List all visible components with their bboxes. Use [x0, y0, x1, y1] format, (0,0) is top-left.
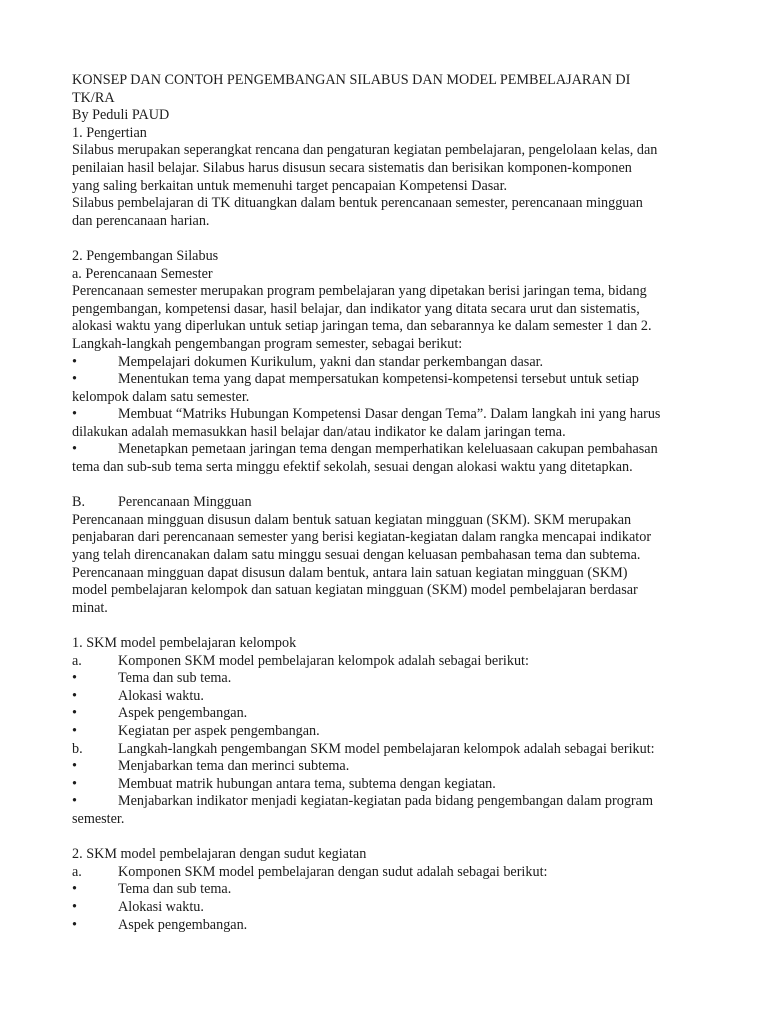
list-item — [72, 723, 712, 741]
list-item-text: Menjabarkan indikator menjadi kegiatan-kegiatan pada bidang pengembangan dalam program — [118, 793, 653, 810]
list-marker: b. — [72, 740, 83, 757]
list-item-text: Alokasi waktu. — [118, 898, 204, 915]
paragraph-line: Perencanaan mingguan dapat disusun dalam bentuk, antara lain satuan kegiatan mingguan (SKM) — [72, 564, 628, 581]
bullet-marker: • — [72, 898, 77, 915]
heading-skm-sudut-kegiatan: 2. SKM model pembelajaran dengan sudut kegiatan — [72, 846, 367, 863]
list-item — [72, 406, 712, 424]
bullet-marker: • — [72, 916, 77, 933]
bullet-marker: • — [72, 722, 77, 739]
bullet-marker: • — [72, 881, 77, 898]
section-marker: B. — [72, 494, 86, 511]
list-item-text: Langkah-langkah pengembangan SKM model pembelajaran kelompok adalah sebagai berikut: — [118, 740, 655, 757]
list-skm-kelompok — [72, 653, 712, 829]
blank-line — [72, 617, 712, 635]
document-page — [72, 72, 712, 934]
list-item-text: Aspek pengembangan. — [118, 705, 248, 722]
list-item — [72, 864, 712, 882]
paragraph-silabus-tk — [72, 195, 712, 230]
list-item — [72, 653, 712, 671]
list-item-text: Komponen SKM model pembelajaran kelompok adalah sebagai berikut: — [118, 652, 529, 669]
document-title-line-1: KONSEP DAN CONTOH PENGEMBANGAN SILABUS DAN MODEL PEMBELAJARAN DI — [72, 72, 631, 88]
list-item — [72, 741, 712, 759]
list-item — [72, 776, 712, 794]
list-item-text: Tema dan sub tema. — [118, 881, 232, 898]
subsection-heading-perencanaan-semester: a. Perencanaan Semester — [72, 265, 213, 282]
list-item — [72, 441, 712, 459]
paragraph-line: penilaian hasil belajar. Silabus harus disusun secara sistematis dan berisikan komponen-komponen — [72, 159, 632, 176]
blank-line — [72, 230, 712, 248]
list-item-text: Menentukan tema yang dapat mempersatukan kompetensi-kompetensi tersebut untuk setiap — [118, 371, 639, 388]
bullet-marker: • — [72, 705, 77, 722]
list-item — [72, 371, 712, 389]
list-item-continuation: semester. — [72, 810, 125, 827]
list-item — [72, 793, 712, 811]
list-item-text: Membuat matrik hubungan antara tema, subtema dengan kegiatan. — [118, 775, 496, 792]
list-item — [72, 670, 712, 688]
bullet-marker: • — [72, 758, 77, 775]
section-heading-pengembangan-silabus: 2. Pengembangan Silabus — [72, 247, 219, 264]
list-item-text: Tema dan sub tema. — [118, 670, 232, 687]
list-item-text: Alokasi waktu. — [118, 687, 204, 704]
document-author: By Peduli PAUD — [72, 107, 170, 124]
list-item — [72, 688, 712, 706]
paragraph-line: Perencanaan semester merupakan program pembelajaran yang dipetakan berisi jaringan tema, bidang — [72, 283, 647, 300]
paragraph-line: yang saling berkaitan untuk memenuhi target pencapaian Kompetensi Dasar. — [72, 177, 508, 194]
bullet-marker: • — [72, 353, 77, 370]
bullet-marker: • — [72, 793, 77, 810]
list-item-text: Membuat “Matriks Hubungan Kompetensi Dasar dengan Tema”. Dalam langkah ini yang harus — [118, 406, 661, 423]
blank-line — [72, 477, 712, 495]
blank-line — [72, 829, 712, 847]
paragraph-line: penjabaran dari perencanaan semester yang berisi kegiatan-kegiatan dalam rangka mencapai indikator — [72, 529, 652, 546]
list-item — [72, 917, 712, 935]
bullet-marker: • — [72, 371, 77, 388]
list-marker: a. — [72, 652, 82, 669]
paragraph-perencanaan-semester — [72, 283, 712, 353]
section-heading-pengertian: 1. Pengertian — [72, 124, 147, 141]
paragraph-line: dan perencanaan harian. — [72, 212, 210, 229]
list-item — [72, 705, 712, 723]
paragraph-line: Silabus merupakan seperangkat rencana dan pengaturan kegiatan pembelajaran, pengelolaan kelas, dan — [72, 142, 658, 159]
paragraph-line: Perencanaan mingguan disusun dalam bentuk satuan kegiatan mingguan (SKM). SKM merupakan — [72, 511, 632, 528]
bullet-marker: • — [72, 687, 77, 704]
heading-skm-kelompok: 1. SKM model pembelajaran kelompok — [72, 635, 297, 651]
list-item-text: Kegiatan per aspek pengembangan. — [118, 722, 320, 739]
bullet-marker: • — [72, 406, 77, 423]
paragraph-line: model pembelajaran kelompok dan satuan kegiatan mingguan (SKM) model pembelajaran berdasar — [72, 582, 638, 599]
paragraph-line: Langkah-langkah pengembangan program semester, sebagai berikut: — [72, 335, 463, 352]
list-item — [72, 881, 712, 899]
document-title-line-2: TK/RA — [72, 89, 115, 106]
list-skm-sudut — [72, 864, 712, 934]
paragraph-silabus-definition — [72, 142, 712, 195]
paragraph-line: alokasi waktu yang diperlukan untuk setiap jaringan tema, dan sebarannya ke dalam semester 1 dan 2. — [72, 318, 652, 335]
bullet-marker: • — [72, 775, 77, 792]
subsection-heading-perencanaan-mingguan — [72, 494, 712, 512]
paragraph-line: yang telah direncanakan dalam satu minggu sesuai dengan keluasan pembahasan tema dan subtema. — [72, 547, 641, 564]
list-item — [72, 354, 712, 372]
paragraph-line: pengembangan, kompetensi dasar, hasil belajar, dan indikator yang ditata secara urut dan sistematis, — [72, 300, 640, 317]
paragraph-line: minat. — [72, 599, 108, 616]
list-item-continuation: kelompok dalam satu semester. — [72, 388, 250, 405]
paragraph-line: Silabus pembelajaran di TK dituangkan dalam bentuk perencanaan semester, perencanaan mingguan — [72, 195, 643, 212]
bullet-marker: • — [72, 670, 77, 687]
list-item-text: Aspek pengembangan. — [118, 916, 248, 933]
list-marker: a. — [72, 863, 82, 880]
list-item-text: Menjabarkan tema dan merinci subtema. — [118, 758, 350, 775]
paragraph-perencanaan-mingguan — [72, 512, 712, 618]
list-item-continuation: dilakukan adalah memasukkan hasil belajar dan/atau indikator ke dalam jaringan tema. — [72, 423, 566, 440]
list-item-text: Menetapkan pemetaan jaringan tema dengan memperhatikan keleluasaan cakupan pembahasan — [118, 441, 658, 458]
list-item-continuation: tema dan sub-sub tema serta minggu efektif sekolah, sesuai dengan alokasi waktu yang ditetapkan. — [72, 459, 633, 476]
list-item — [72, 758, 712, 776]
list-semester-steps — [72, 354, 712, 477]
list-item-text: Mempelajari dokumen Kurikulum, yakni dan standar perkembangan dasar. — [118, 353, 544, 370]
bullet-marker: • — [72, 441, 77, 458]
list-item — [72, 899, 712, 917]
subsection-heading-text: Perencanaan Mingguan — [118, 494, 252, 511]
list-item-text: Komponen SKM model pembelajaran dengan sudut adalah sebagai berikut: — [118, 863, 548, 880]
